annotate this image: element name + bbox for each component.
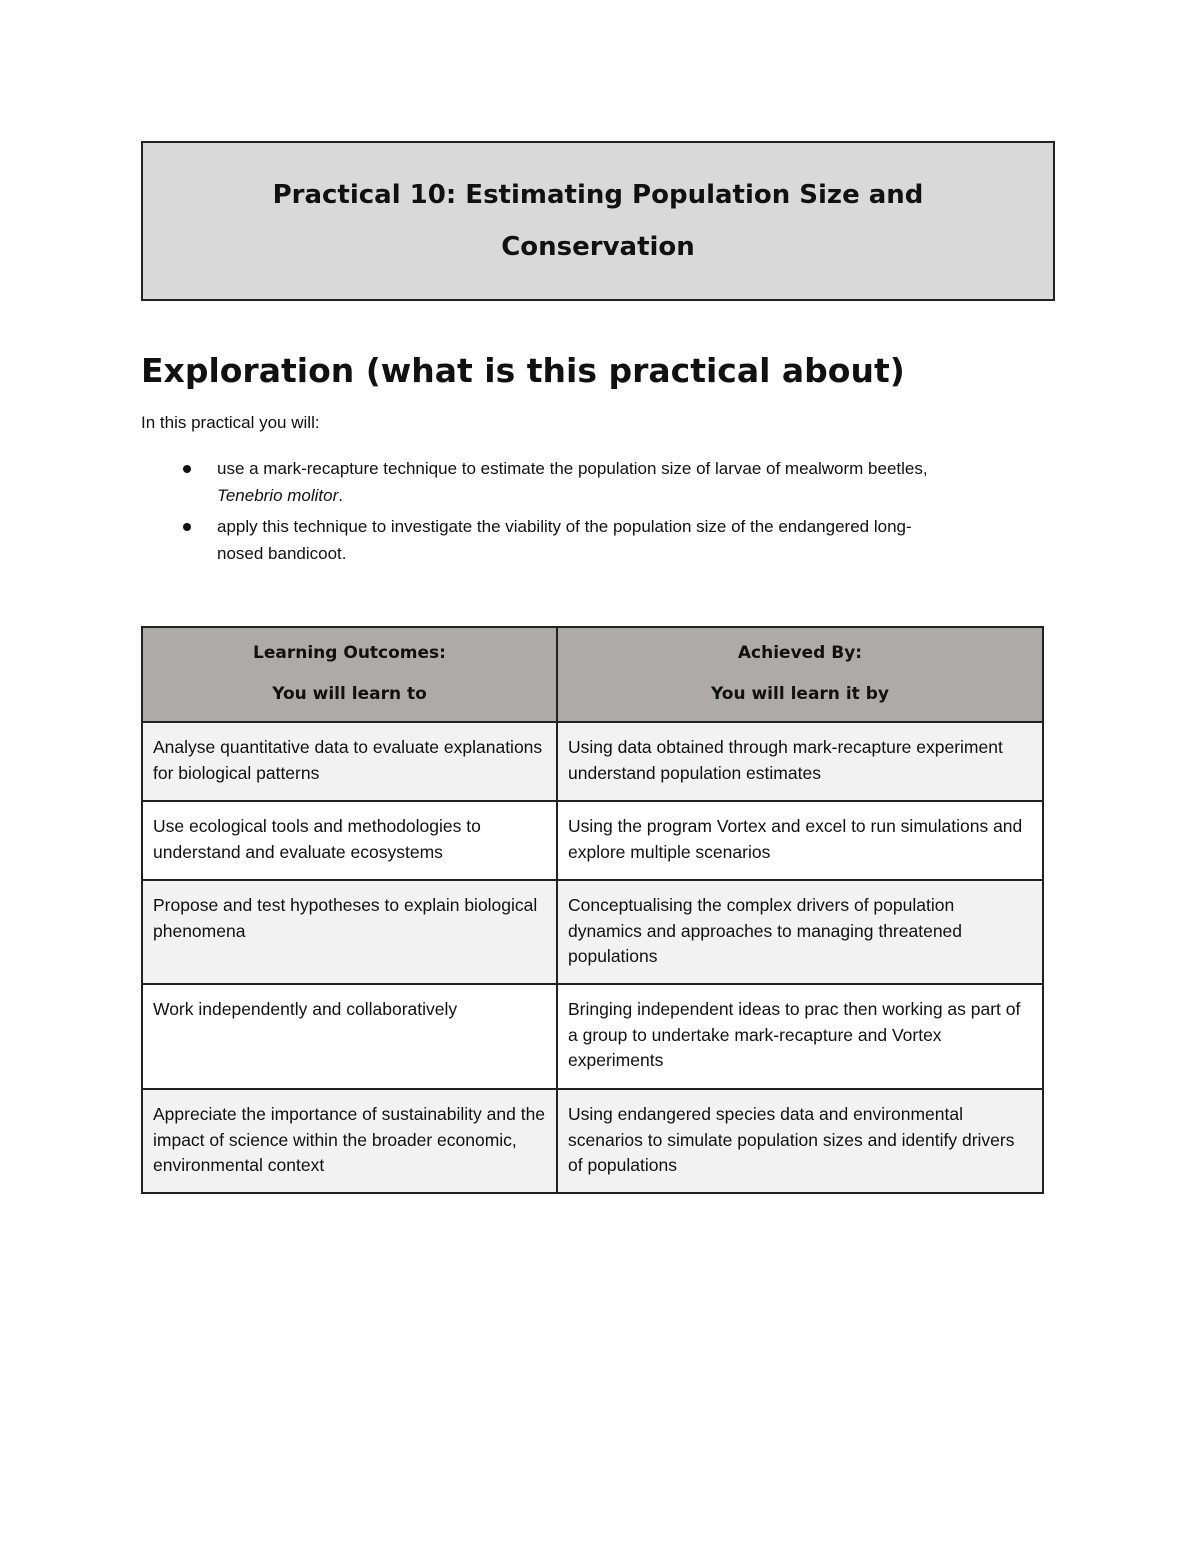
intro-text: In this practical you will: [141,413,320,432]
table-row [142,722,1043,801]
achieved-cell: Using the program Vortex and excel to run simulations and explore multiple scenarios [557,801,1043,880]
achieved-cell: Bringing independent ideas to prac then working as part of a group to undertake mark-recapture and Vortex experiments [557,984,1043,1089]
title-box [141,141,1055,301]
bullet-icon [183,523,191,531]
objective-text-continued: nosed bandicoot. [217,544,347,563]
species-name: Tenebrio molitor [217,486,339,505]
objective-item [141,455,1055,509]
title-line-1: Practical 10: Estimating Population Size and [272,180,924,210]
objectives-list [141,455,1055,571]
objective-item [141,513,1055,567]
header-learning-outcomes [142,627,557,722]
outcome-cell: Propose and test hypotheses to explain biological phenomena [142,880,557,984]
table-row [142,984,1043,1089]
title-line-2: Conservation [501,232,695,262]
table-row [142,1089,1043,1193]
outcome-cell: Appreciate the importance of sustainability and the impact of science within the broader economic, environmental context [142,1089,557,1193]
bullet-icon [183,465,191,473]
outcome-cell: Analyse quantitative data to evaluate explanations for biological patterns [142,722,557,801]
header-left-subtitle: You will learn to [272,684,427,704]
table-row [142,880,1043,984]
objective-text: apply this technique to investigate the viability of the population size of the endangered long- [217,517,912,536]
objective-text-continued [217,482,1055,509]
table-header-row [142,627,1043,722]
header-right-subtitle: You will learn it by [711,684,889,704]
header-achieved-by [557,627,1043,722]
outcome-cell: Work independently and collaboratively [142,984,557,1089]
table-row [142,801,1043,880]
section-heading: Exploration (what is this practical about) [141,351,905,390]
outcome-cell: Use ecological tools and methodologies to understand and evaluate ecosystems [142,801,557,880]
learning-outcomes-table [141,626,1044,1194]
achieved-cell: Using data obtained through mark-recapture experiment understand population estimates [557,722,1043,801]
species-punctuation: . [338,486,344,505]
objective-text: use a mark-recapture technique to estimate the population size of larvae of mealworm beetles, [217,459,928,478]
achieved-cell: Conceptualising the complex drivers of population dynamics and approaches to managing threatened populations [557,880,1043,984]
header-right-title: Achieved By: [737,643,863,663]
header-left-title: Learning Outcomes: [253,643,446,663]
achieved-cell: Using endangered species data and environmental scenarios to simulate population sizes and identify drivers of populations [557,1089,1043,1193]
